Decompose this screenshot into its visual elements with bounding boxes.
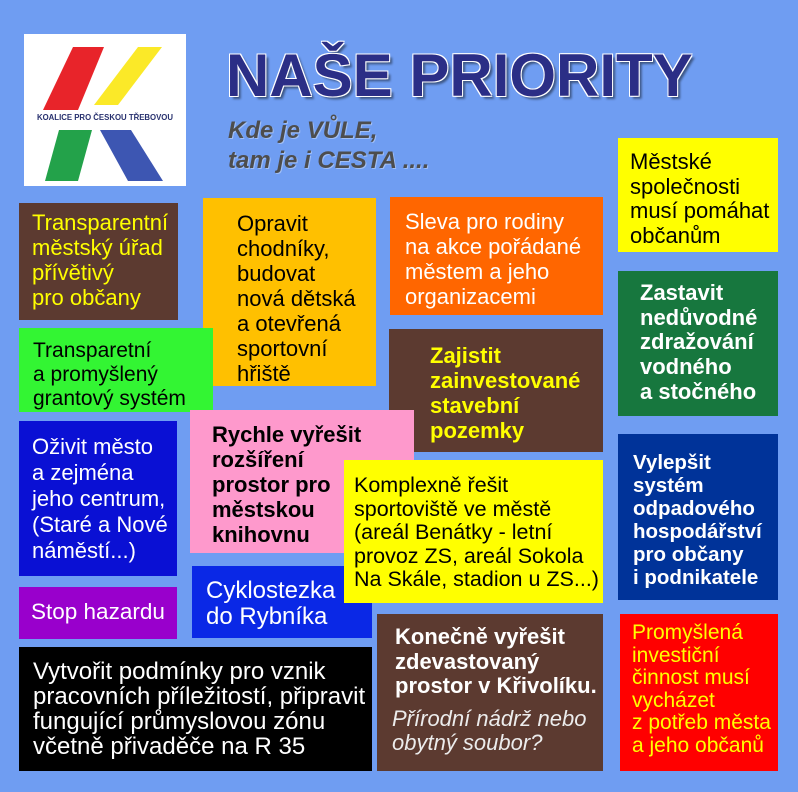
- priority-text: Transparetní a promyšlený grantový systém: [33, 339, 186, 410]
- priority-text: Cyklostezka do Rybníka: [206, 577, 336, 630]
- coalition-logo: [24, 34, 186, 186]
- priority-city-center: [19, 421, 177, 576]
- priority-text: Konečně vyřešit zdevastovaný prostor v Křivolíku.: [395, 624, 597, 698]
- priority-stop-gambling: [19, 587, 177, 639]
- priority-text: Zastavit nedůvodné zdražování vodného a stočného: [640, 280, 758, 404]
- slogan: [228, 116, 429, 176]
- k-logo-graphic: [24, 34, 186, 186]
- logo-yellow-stroke: [94, 47, 162, 105]
- priority-city-companies: [618, 138, 778, 252]
- priority-krivolik: [377, 614, 603, 771]
- priority-grant-system: [19, 328, 213, 412]
- priority-waste-management: [618, 434, 778, 600]
- priority-text: Oživit město a zejména jeho centrum, (Staré a Nové náměstí...): [32, 434, 168, 563]
- priority-text: Zajistit zainvestované stavební pozemky: [430, 343, 581, 443]
- priority-text: Vylepšit systém odpadového hospodářství pro občany i podnikatele: [633, 451, 762, 589]
- priority-water-prices: [618, 271, 778, 416]
- logo-red-stroke: [43, 47, 104, 110]
- priority-text: Transparentní městský úřad přívětivý pro občany: [32, 210, 169, 310]
- priority-text: Vytvořit podmínky pro vznik pracovních příležitostí, připravit fungující průmyslovou zónu včetně přivaděče na R 35: [33, 658, 366, 760]
- priority-jobs-industrial-zone: [19, 647, 372, 771]
- slogan-line-1: Kde je VŮLE,: [228, 117, 378, 144]
- logo-green-stroke: [45, 130, 92, 181]
- logo-text: KOALICE PRO ČESKOU TŘEBOVOU: [36, 113, 174, 122]
- priority-text: Sleva pro rodiny na akce pořádané městem a jeho organizacemi: [405, 209, 582, 309]
- priority-text: Komplexně řešit sportoviště ve městě (areál Benátky - letní provoz ZS, areál Sokola Na Skále, stadion u ZS...): [354, 473, 599, 591]
- priority-building-plots: [389, 329, 603, 452]
- priority-text: Městské společnosti musí pomáhat občanům: [630, 149, 770, 248]
- priority-text: Promyšlená investiční činnost musí vycházet z potřeb města a jeho občanů: [632, 621, 771, 757]
- priority-transparent-office: [19, 203, 178, 320]
- priority-text: Rychle vyřešit rozšíření prostor pro městskou knihovnu: [212, 422, 362, 547]
- priority-text: Opravit chodníky, budovat nová dětská a otevřená sportovní hřiště: [237, 211, 356, 386]
- priority-family-discount: [390, 197, 603, 315]
- page-title: NAŠE PRIORITY: [226, 42, 693, 109]
- priority-text: Stop hazardu: [31, 599, 165, 624]
- priority-sports-venues: [344, 460, 603, 603]
- priority-sidewalks-playgrounds: [203, 198, 376, 386]
- priority-note: Přírodní nádrž nebo obytný soubor?: [392, 705, 587, 755]
- logo-blue-stroke: [100, 130, 163, 181]
- slogan-line-2: tam je i CESTA ....: [228, 147, 430, 174]
- priority-investment: [620, 614, 778, 771]
